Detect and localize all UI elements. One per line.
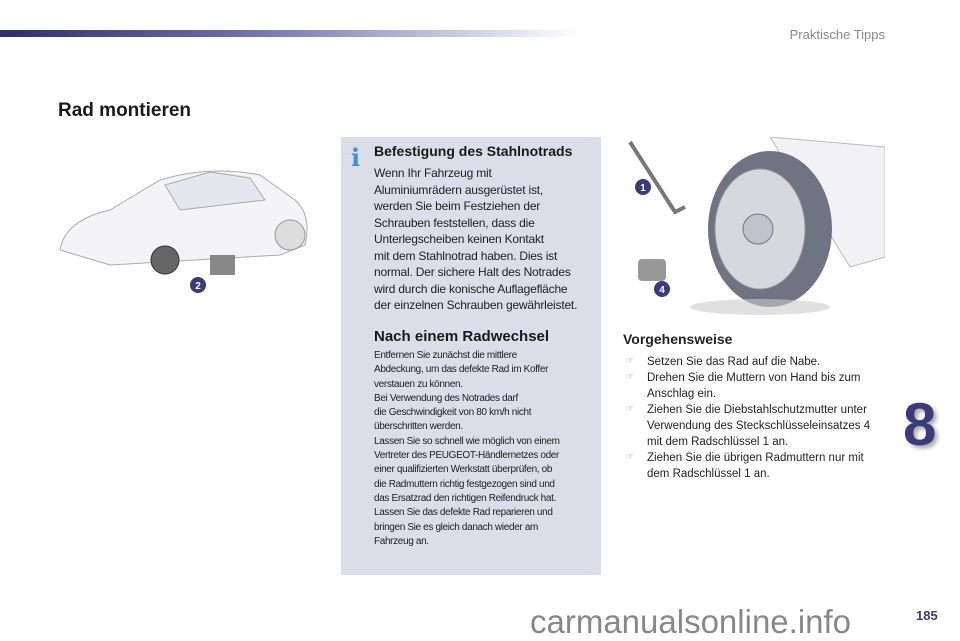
watermark: carmanualsonline.info [530,603,852,640]
info-icon: i [351,143,361,172]
header-bar [0,30,580,37]
pointing-hand-icon: ☞ [625,452,634,463]
step-text: Setzen Sie das Rad auf die Nabe. [647,356,821,368]
wheel-illustration [620,137,885,317]
info-text: Wenn Ihr Fahrzeug mit Aluminiumrädern ausgerüstet ist, werden Sie beim Festziehen der Schrauben feststellen, dass die Unterlegscheiben keinen Kontakt mit dem Stahlnotrad haben. Dies ist normal. Der sichere Halt des Notrades wird durch die konische Auflagefläche der einzelnen Schrauben gewährleistet. [374,166,578,312]
step-text: Ziehen Sie die übrigen Radmuttern nur mit dem Radschlüssel 1 an. [647,452,864,480]
info-title: Befestigung des Stahlnotrads [374,143,573,159]
procedure-step [623,370,888,402]
page-title: Rad montieren [58,100,192,121]
pointing-hand-icon: ☞ [625,356,634,367]
page-number: 185 [916,608,938,623]
pointing-hand-icon: ☞ [625,372,634,383]
callout-1: 1 [640,183,646,194]
procedure-step [623,402,888,450]
callout-2: 2 [195,281,201,292]
step-text: Ziehen Sie die Diebstahlschutzmutter unter Verwendung des Steckschlüsseleinsatzes 4 mit dem Radschlüssel 1 an. [647,404,871,448]
procedure-step [623,354,888,370]
after-change-title: Nach einem Radwechsel [374,328,550,345]
chapter-number: 8 [903,391,937,458]
section-title: Praktische Tipps [789,27,885,42]
procedure-step [623,450,888,482]
car-illustration [50,160,320,300]
procedure-list [623,354,888,482]
step-text: Drehen Sie die Muttern von Hand bis zum Anschlag ein. [647,372,861,400]
pointing-hand-icon: ☞ [625,404,634,415]
info-box [341,137,601,575]
callout-4: 4 [659,285,665,296]
after-change-text: Entfernen Sie zunächst die mittlere Abdeckung, um das defekte Rad im Koffer verstauen zu können. Bei Verwendung des Notrades darf die Geschwindigkeit von 80 km/h nicht überschritten werden. Lassen Sie so schnell wie möglich von einem Vertreter des PEUGEOT-Händlernetzes oder einer qualifizierten Werkstatt überprüfen, ob die Radmuttern richtig festgezogen sind und das Ersatzrad den richtigen Reifendruck hat. Lassen Sie das defekte Rad reparieren und bringen Sie es gleich danach wieder am Fahrzeug an. [374,350,560,547]
procedure-title: Vorgehensweise [623,331,733,347]
